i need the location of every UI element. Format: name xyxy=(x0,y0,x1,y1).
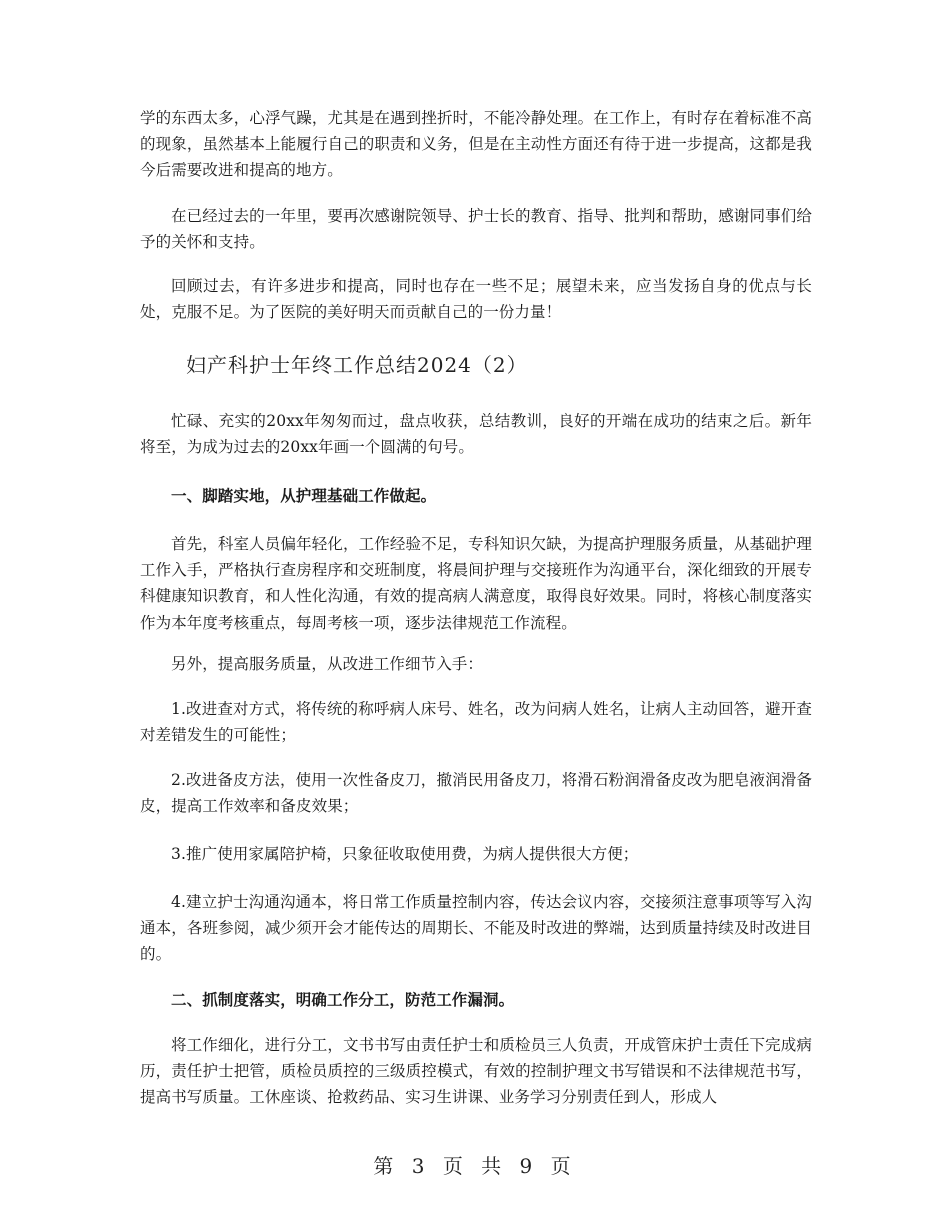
list-item: 3.推广使用家属陪护椅，只象征收取使用费，为病人提供很大方便； xyxy=(171,845,639,863)
list-item: 4.建立护士沟通沟通本，将日常工作质量控制内容，传达会议内容，交接须注意事项等写入沟通本，各班参阅，减少须开会才能传达的周期长、不能及时改进的弊端，达到质量持续及时改进目的。 xyxy=(140,893,812,964)
document-title: 妇产科护士年终工作总结2024（2） xyxy=(186,353,528,377)
document-page xyxy=(140,0,812,1230)
list-item: 2.改进备皮方法，使用一次性备皮刀，撤消民用备皮刀，将滑石粉润滑备皮改为肥皂液润滑备皮，提高工作效率和备皮效果； xyxy=(140,771,812,816)
section-heading: 一、脚踏实地，从护理基础工作做起。 xyxy=(171,486,437,505)
paragraph: 首先，科室人员偏年轻化，工作经验不足，专科知识欠缺，为提高护理服务质量，从基础护理工作入手，严格执行查房程序和交班制度，将晨间护理与交接班作为沟通平台，深化细致的开展专科健康知识教育，和人性化沟通，有效的提高病人满意度，取得良好效果。同时，将核心制度落实作为本年度考核重点，每周考核一项，逐步法律规范工作流程。 xyxy=(140,535,812,632)
intro-paragraph: 忙碌、充实的20xx年匆匆而过，盘点收获，总结教训，良好的开端在成功的结束之后。新年将至，为成为过去的20xx年画一个圆满的句号。 xyxy=(140,412,812,457)
paragraph: 在已经过去的一年里，要再次感谢院领导、护士长的教育、指导、批判和帮助，感谢同事们给予的关怀和支持。 xyxy=(140,207,812,252)
list-item: 1.改进查对方式，将传统的称呼病人床号、姓名，改为问病人姓名，让病人主动回答，避开查对差错发生的可能性； xyxy=(140,700,812,745)
section-heading: 二、抓制度落实，明确工作分工，防范工作漏洞。 xyxy=(171,990,515,1009)
paragraph: 将工作细化，进行分工，文书书写由责任护士和质检员三人负责，开成管床护士责任下完成病历，责任护士把管，质检员质控的三级质控模式，有效的控制护理文书写错误和不法律规范书写，提高书写质量。工休座谈、抢救药品、实习生讲课、业务学习分别责任到人，形成人 xyxy=(140,1036,812,1107)
paragraph: 另外，提高服务质量，从改进工作细节入手： xyxy=(171,655,484,673)
page-footer: 第 3 页 共 9 页 xyxy=(373,1154,577,1178)
paragraph: 回顾过去，有许多进步和提高，同时也存在一些不足；展望未来，应当发扬自身的优点与长处，克服不足。为了医院的美好明天而贡献自己的一份力量！ xyxy=(140,277,812,322)
paragraph: 学的东西太多，心浮气躁，尤其是在遇到挫折时，不能冷静处理。在工作上，有时存在着标准不高的现象，虽然基本上能履行自己的职责和义务，但是在主动性方面还有待于进一步提高，这都是我今后需要改进和提高的地方。 xyxy=(140,109,812,180)
